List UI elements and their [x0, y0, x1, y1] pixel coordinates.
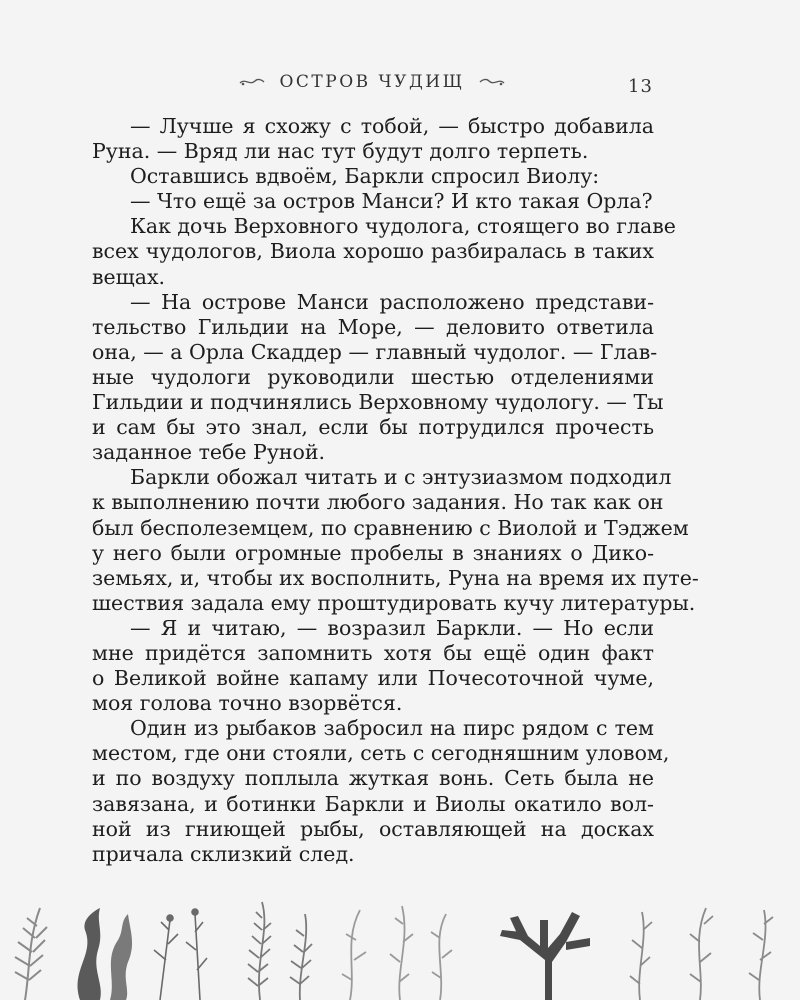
text-line: Баркли обожал читать и с энтузиазмом подходил — [130, 465, 672, 490]
text-line: тельство Гильдии на Море, — деловито ответила — [92, 314, 654, 339]
text-line: причала склизкий след. — [92, 841, 355, 866]
seagrass-icon — [342, 906, 452, 1000]
left-fern-icon — [15, 908, 47, 1000]
kelp-icon — [78, 908, 132, 1000]
text-line: и сам бы это знал, если бы потрудился прочесть — [92, 415, 654, 440]
text-line: Гильдии и подчинялись Верховному чудологу. — Ты — [92, 390, 664, 415]
text-line: был бесполеземцем, по сравнению с Виолой и Тэджем — [92, 515, 689, 540]
body-text — [92, 114, 699, 867]
text-line: Руна. — Вряд ли нас тут будут долго терпеть. — [92, 139, 589, 164]
running-head — [222, 72, 522, 92]
fern-icon — [248, 902, 312, 1000]
text-line: и по воздуху поплыла жуткая вонь. Сеть была не — [92, 766, 654, 791]
text-line: ной из гниющей рыбы, оставляющей на досках — [92, 816, 654, 841]
page-header — [0, 72, 800, 102]
text-line: — Я и читаю, — возразил Баркли. — Но если — [130, 615, 654, 640]
text-line: Как дочь Верховного чудолога, стоящего во главе — [130, 214, 676, 239]
text-line: шествия задала ему проштудировать кучу литературы. — [92, 590, 696, 615]
right-ferns-icon — [630, 908, 773, 1000]
text-line: Оставшись вдвоём, Баркли спросил Виолу: — [130, 164, 600, 189]
text-line: Один из рыбаков забросил на пирс рядом с тем — [130, 716, 654, 741]
text-line: земьях, и, чтобы их восполнить, Руна на время их путе- — [92, 565, 699, 590]
text-line: мне придётся запомнить хотя бы ещё один факт — [92, 640, 654, 665]
page-number: 13 — [628, 76, 653, 97]
text-line: заданное тебе Руной. — [92, 440, 326, 465]
right-flourish-icon — [479, 77, 505, 87]
text-line: ные чудологи руководили шестью отделениями — [92, 364, 654, 389]
text-line: она, — а Орла Скаддер — главный чудолог. — Глав- — [92, 339, 658, 364]
text-line: — Лучше я схожу с тобой, — быстро добавила — [130, 114, 654, 138]
text-line: вещах. — [92, 264, 166, 289]
text-line: завязана, и ботинки Баркли и Виолы окатило вол- — [92, 791, 654, 816]
text-line: у него были огромные пробелы в знаниях о Дико- — [92, 540, 654, 565]
left-flourish-icon — [239, 77, 265, 87]
seaweed-illustration — [0, 900, 800, 1000]
text-line: моя голова точно взорвётся. — [92, 691, 403, 716]
text-line: — Что ещё за остров Манси? И кто такая Орла? — [130, 189, 653, 214]
coral-icon — [500, 912, 590, 1000]
running-title: ОСТРОВ ЧУДИЩ — [279, 72, 465, 92]
text-line: о Великой войне капаму или Почесоточной чуме, — [92, 666, 654, 691]
text-line: местом, где они стояли, сеть с сегодняшним уловом, — [92, 741, 670, 766]
text-line: всех чудологов, Виола хорошо разбиралась в таких — [92, 239, 654, 264]
text-line: — На острове Манси расположено представи- — [130, 289, 654, 314]
thin-branches-icon — [154, 909, 207, 1000]
text-line: к выполнению почти любого задания. Но так как он — [92, 490, 664, 515]
